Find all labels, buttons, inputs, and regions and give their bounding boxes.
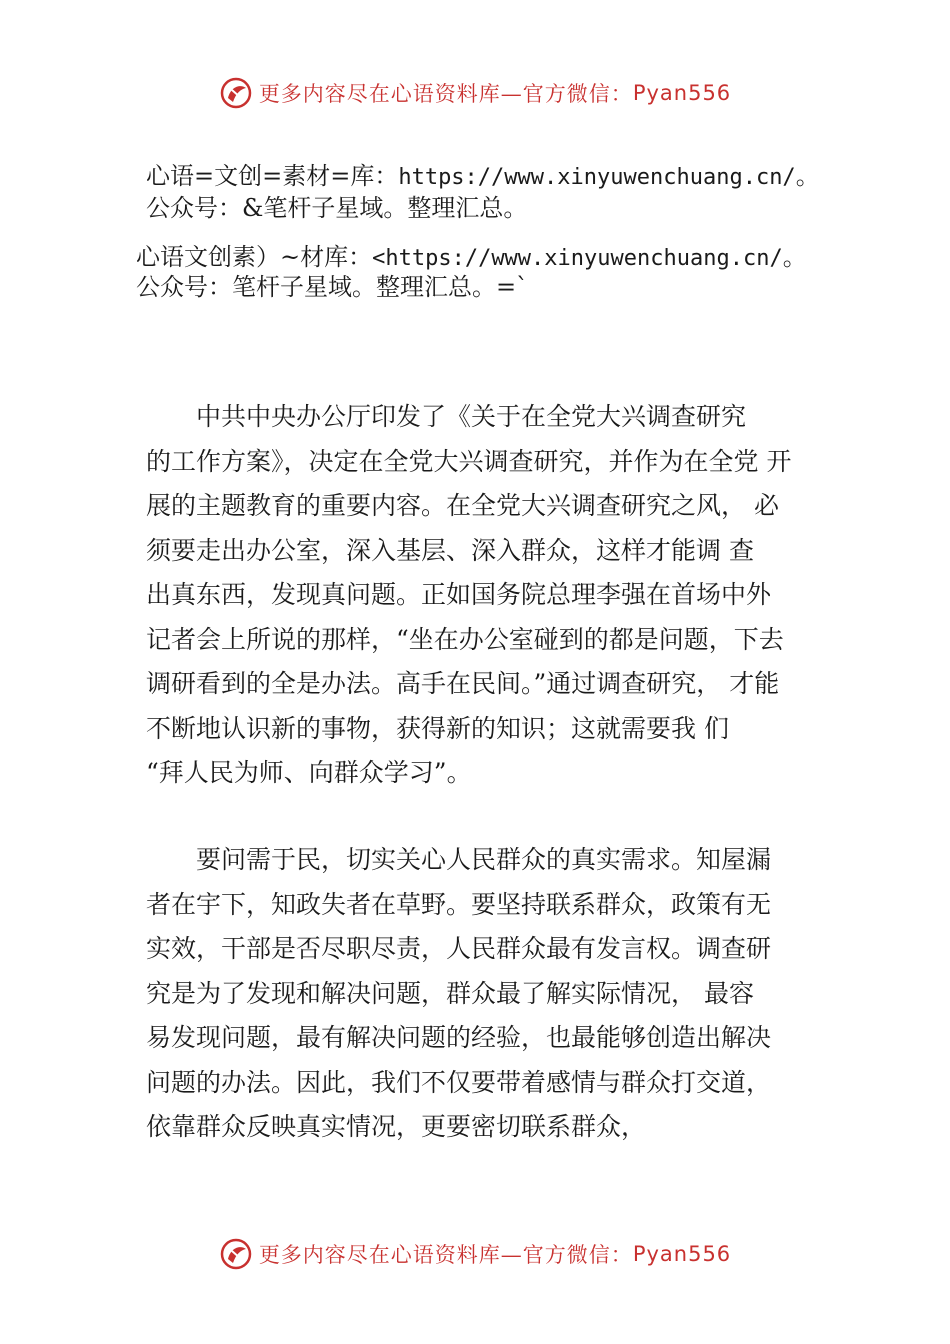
- paragraph-line: “拜人民为师、向群众学习”。: [146, 758, 472, 787]
- source-line: [136, 272, 528, 302]
- source-prefix: 心语=文创=素材=库：: [146, 162, 399, 190]
- source-url: https://www.xinyuwenchuang.cn/: [398, 165, 796, 190]
- emblem-logo-icon: [219, 76, 253, 110]
- source-line: [146, 161, 820, 193]
- source-line: [136, 242, 807, 274]
- banner-text: 更多内容尽在心语资料库—官方微信：: [258, 82, 633, 106]
- paragraph-line: 记者会上所说的那样，“坐在办公室碰到的都是问题，下去: [146, 624, 784, 654]
- paragraph-line: 出真东西，发现真问题。正如国务院总理李强在首场中外: [146, 580, 772, 609]
- source-line: [146, 193, 527, 223]
- banner-wechat-handle: Pyan556: [632, 81, 732, 105]
- banner-text: 更多内容尽在心语资料库—官方微信：: [258, 1243, 633, 1267]
- paragraph-line: 究是为了发现和解决问题，群众最了解实际情况， 最容: [146, 978, 754, 1008]
- source-suffix: 。: [795, 162, 820, 190]
- body-paragraph: [146, 395, 846, 796]
- source-prefix: 公众号：&笔杆子星域。整理汇总。: [146, 194, 528, 222]
- paragraph-line: 展的主题教育的重要内容。在全党大兴调查研究之风， 必: [146, 491, 779, 520]
- paragraph-line: 问题的办法。因此，我们不仅要带着感情与群众打交道，: [146, 1067, 772, 1097]
- paragraph-line: 依靠群众反映真实情况，更要密切联系群众，: [146, 1112, 647, 1141]
- emblem-logo-icon: [219, 1237, 253, 1271]
- paragraph-line: 不断地认识新的事物，获得新的知识；这就需要我 们: [146, 713, 729, 743]
- header-banner: [0, 73, 950, 113]
- body-paragraph: [146, 838, 846, 1150]
- paragraph-line: 实效，干部是否尽职尽责，人民群众最有发言权。调查研: [146, 934, 772, 963]
- paragraph-line: 者在宇下，知政失者在草野。要坚持联系群众，政策有无: [146, 889, 772, 919]
- paragraph-line: 易发现问题，最有解决问题的经验，也最能够创造出解决: [146, 1023, 772, 1052]
- source-suffix: 。: [782, 243, 807, 271]
- paragraph-line: 要问需于民，切实关心人民群众的真实需求。知屋漏: [146, 845, 772, 874]
- source-url: <https://www.xinyuwenchuang.cn/: [372, 246, 783, 271]
- paragraph-line: 须要走出办公室，深入基层、深入群众，这样才能调 查: [146, 535, 754, 565]
- banner-wechat-handle: Pyan556: [632, 1242, 732, 1266]
- paragraph-line: 的工作方案》，决定在全党大兴调查研究，并作为在全党 开: [146, 446, 792, 476]
- footer-banner: [0, 1234, 950, 1274]
- paragraph-line: 调研看到的全是办法。高手在民间。”通过调查研究， 才能: [146, 669, 780, 698]
- paragraph-line: 中共中央办公厅印发了《关于在全党大兴调查研究: [146, 402, 747, 431]
- source-prefix: 心语文创素）~材库：: [136, 243, 373, 271]
- source-prefix: 公众号：笔杆子星域。整理汇总。=`: [136, 273, 529, 301]
